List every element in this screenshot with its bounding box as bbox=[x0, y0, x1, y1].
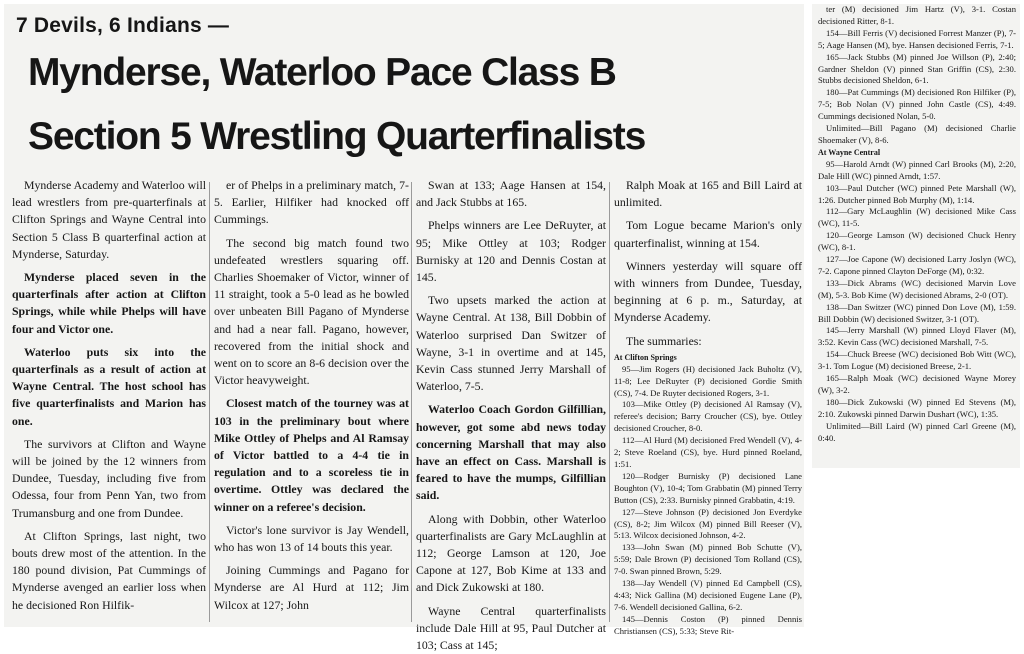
clifton-results-continued bbox=[818, 4, 1016, 147]
column-rule bbox=[209, 182, 210, 622]
summaries-continuation-clipping bbox=[812, 4, 1020, 468]
summaries-clifton bbox=[614, 352, 802, 638]
article-paragraph: er of Phelps in a preliminary match, 7-5. Earlier, Hilfiker had knocked off Cummings. bbox=[214, 178, 409, 227]
article-paragraph: Wayne Central quarterfinalists include Dale Hill at 95, Paul Dutcher at 103; Cass at 145; bbox=[416, 603, 606, 653]
result-entry: 120—Rodger Burnisky (P) decisioned Lane Boughton (V), 10-4; Tom Grabbatin (M) pinned Terry Button (CS), 2:33. Burnisky pinned Grabbatin, 4:19. bbox=[614, 470, 802, 505]
result-entry: 103—Paul Dutcher (WC) pinned Pete Marshall (W), 1:26. Dutcher pinned Bob Murphy (M), 1:14. bbox=[818, 182, 1016, 205]
column-rule bbox=[411, 182, 412, 622]
column-rule bbox=[609, 182, 610, 622]
result-entry: Unlimited—Bill Laird (W) pinned Carl Greene (M), 0:40. bbox=[818, 420, 1016, 443]
result-entry: 95—Jim Rogers (H) decisioned Jack Buholtz (V), 11-8; Lee DeRuyter (P) decisioned Gordie Smith (CS), 7-4. De Ruyter decisioned Rogers, 3-1. bbox=[614, 363, 802, 398]
article-paragraph: Victor's lone survivor is Jay Wendell, who has won 13 of 14 bouts this year. bbox=[214, 522, 409, 555]
result-entry: ter (M) decisioned Jim Hartz (V), 3-1. Costan decisioned Ritter, 8-1. bbox=[818, 4, 1016, 26]
article-paragraph: Waterloo puts six into the quarterfinals as a result of action at Wayne Central. The host school has five quarterfinalists and Marion has one. bbox=[12, 344, 206, 428]
article-paragraph: Mynderse Academy and Waterloo will lead wrestlers from pre-quarterfinals at Clifton Springs and Wayne Central into Section 5 Class B quarterfinal action at Mynderse, Saturday. bbox=[12, 178, 206, 261]
result-entry: 138—Dan Switzer (WC) pinned Don Love (M), 1:59. Bill Dobbin (W) decisioned Switzer, 3-1 (OT). bbox=[818, 301, 1016, 324]
headline-line-2: Section 5 Wrestling Quarterfinalists bbox=[28, 115, 646, 158]
result-entry: 95—Harold Arndt (W) pinned Carl Brooks (M), 2:20, Dale Hill (WC) pinned Arndt, 1:57. bbox=[818, 158, 1016, 181]
article-column-3 bbox=[416, 177, 606, 653]
article-paragraph: The second big match found two undefeated wrestlers squaring off. Charlies Shoemaker of Victor, winner of 11 straight, took a 5-0 lead as he bowled over unbeaten Bill Pagano of Mynderse and had a near fall. Pagano, however, recovered from the initial shock and went on to score an 8-6 decision over the Victor heavyweight. bbox=[214, 235, 409, 388]
article-paragraph: Mynderse placed seven in the quarterfinals after action at Clifton Springs, while while Phelps will have four and Victor one. bbox=[12, 270, 206, 336]
headline-line-1: Mynderse, Waterloo Pace Class B bbox=[28, 51, 616, 94]
article-column-2 bbox=[214, 177, 409, 627]
result-entry: 154—Chuck Breese (WC) decisioned Bob Witt (WC), 3-1. Tom Logue (M) decisioned Breese, 2-1. bbox=[818, 349, 1016, 372]
result-entry: 133—John Swan (M) pinned Bob Schutte (V), 5:59; Dale Brown (P) decisioned Tom Rolland (CS), 7-0. Swan pinned Brown, 5:29. bbox=[614, 542, 802, 577]
result-entry: 180—Pat Cummings (M) decisioned Ron Hilfiker (P), 7-5; Bob Nolan (V) pinned John Castle (CS), 4:49. Cummings decisioned Nolan, 5-0. bbox=[818, 87, 1016, 122]
result-entry: 120—George Lamson (W) decisioned Chuck Henry (WC), 8-1. bbox=[818, 230, 1016, 253]
result-entry: 133—Dick Abrams (WC) decisioned Marvin Love (M), 5-3. Bob Kime (W) decisioned Abrams, 2-0 (OT). bbox=[818, 277, 1016, 300]
article-column-1 bbox=[12, 177, 206, 627]
article-paragraph: The summaries: bbox=[626, 333, 702, 348]
article-paragraph: Closest match of the tourney was at 103 in the preliminary bout where Mike Ottley of Phelps and Al Ramsay of Victor battled to a 4-4 tie in regulation and to a scoreless tie in overtime. Ottley was declared the winner on a referee's decision. bbox=[214, 396, 409, 514]
result-entry: 127—Joe Capone (W) decisioned Larry Joslyn (WC), 7-2. Capone pinned Clayton DeForge (M), 0:32. bbox=[818, 254, 1016, 276]
article-paragraph: Waterloo Coach Gordon Gilfillian, however, got some abd news today concerning Marshall that may also have an effect on Cass. Marshall is feared to have the mumps, Gilfillian said. bbox=[416, 402, 606, 503]
subhead-wayne-central: At Wayne Central bbox=[818, 147, 881, 157]
summaries-continuation bbox=[818, 4, 1016, 445]
wayne-results-list bbox=[818, 159, 1016, 445]
article-paragraph: At Clifton Springs, last night, two bouts drew most of the attention. In the 180 pound division, Pat Cummings of Mynderse avenged an earlier loss when he decisioned Ron Hilfik- bbox=[12, 528, 206, 612]
result-entry: 180—Dick Zukowski (W) pinned Ed Stevens (M), 2:10. Zukowski pinned Darwin Dushart (WC), 1:35. bbox=[818, 396, 1016, 419]
article-paragraph: Two upsets marked the action at Wayne Central. At 138, Bill Dobbin of Waterloo surprised Dan Switzer of Wayne, 3-1 in overtime and at 145, Kevin Cass stunned Jerry Marshall of Waterloo, 7-5. bbox=[416, 293, 606, 394]
result-entry: 127—Steve Johnson (P) decisioned Jon Everdyke (CS), 8-2; Jim Wilcox (M) pinned Bill Reeser (V), 5:13. Wilcox decisioned Johnson, 4-2. bbox=[614, 506, 802, 541]
result-entry: Unlimited—Bill Pagano (M) decisioned Charlie Shoemaker (V), 8-6. bbox=[818, 123, 1016, 145]
main-article-clipping bbox=[4, 4, 804, 653]
column-4-paragraphs bbox=[614, 177, 802, 350]
clifton-results-list bbox=[614, 364, 802, 638]
article-paragraph: Winners yesterday will square off with winners from Dundee, Tuesday, beginning at 6 p. m., Saturday, at Mynderse Academy. bbox=[614, 258, 802, 325]
result-entry: 145—Jerry Marshall (W) pinned Lloyd Flaver (M), 3:52. Kevin Cass (WC) decisioned Marshall, 7-5. bbox=[818, 325, 1016, 348]
article-column-4 bbox=[614, 177, 802, 636]
result-entry: 165—Jack Stubbs (M) pinned Joe Willson (P), 2:40; Gardner Sheldon (V) pinned Stan Griffin (CS), 2:30. Stubbs decisioned Sheldon, 6-1. bbox=[818, 51, 1016, 86]
result-entry: 154—Bill Ferris (V) decisioned Forrest Manzer (P), 7-5; Aage Hansen (M), bye. Hansen decisioned Ferris, 7-1. bbox=[818, 27, 1016, 50]
result-entry: 112—Gary McLaughlin (W) decisioned Mike Cass (WC), 11-5. bbox=[818, 206, 1016, 229]
subhead-clifton-springs: At Clifton Springs bbox=[614, 352, 677, 362]
article-paragraph: Tom Logue became Marion's only quarterfinalist, winning at 154. bbox=[614, 218, 802, 250]
result-entry: 138—Jay Wendell (V) pinned Ed Campbell (CS), 4:43; Nick Gallina (M) decisioned Eugene Lane (P), 7-6. Wendell decisioned Gallina, 6-2. bbox=[614, 578, 802, 612]
kicker-line: 7 Devils, 6 Indians — bbox=[16, 14, 230, 37]
article-paragraph: The survivors at Clifton and Wayne will be joined by the 12 winners from Dundee, Tuesday, including five from Odessa, four from Penn Yan, two from Trumansburg and one from Dundee. bbox=[12, 436, 206, 520]
article-paragraph: Ralph Moak at 165 and Bill Laird at unlimited. bbox=[614, 178, 802, 210]
article-paragraph: Phelps winners are Lee DeRuyter, at 95; Mike Ottley at 103; Rodger Burnisky at 120 and Dennis Costan at 145. bbox=[416, 218, 606, 285]
result-entry: 145—Dennis Coston (P) pinned Dennis Christiansen (CS), 5:33; Steve Rit- bbox=[614, 613, 802, 636]
result-entry: 103—Mike Ottley (P) decisioned Al Ramsay (V), referee's decision; Barry Croucher (CS), bye. Ottley decisioned Croucher, 8-0. bbox=[614, 399, 802, 434]
result-entry: 112—Al Hurd (M) decisioned Fred Wendell (V), 4-2; Steve Roeland (CS), bye. Hurd pinned Roeland, 1:51. bbox=[614, 435, 802, 469]
result-entry: 165—Ralph Moak (WC) decisioned Wayne Morey (W), 3-2. bbox=[818, 373, 1016, 395]
article-paragraph: Along with Dobbin, other Waterloo quarterfinalists are Gary McLaughlin at 112; George Lamson at 120, Joe Capone at 127, Bob Kime at 133 and and Dick Zukowski at 180. bbox=[416, 511, 606, 595]
article-paragraph: Swan at 133; Aage Hansen at 154, and Jack Stubbs at 165. bbox=[416, 178, 606, 210]
article-paragraph: Joining Cummings and Pagano for Mynderse are Al Hurd at 112; Jim Wilcox at 127; John bbox=[214, 563, 409, 612]
